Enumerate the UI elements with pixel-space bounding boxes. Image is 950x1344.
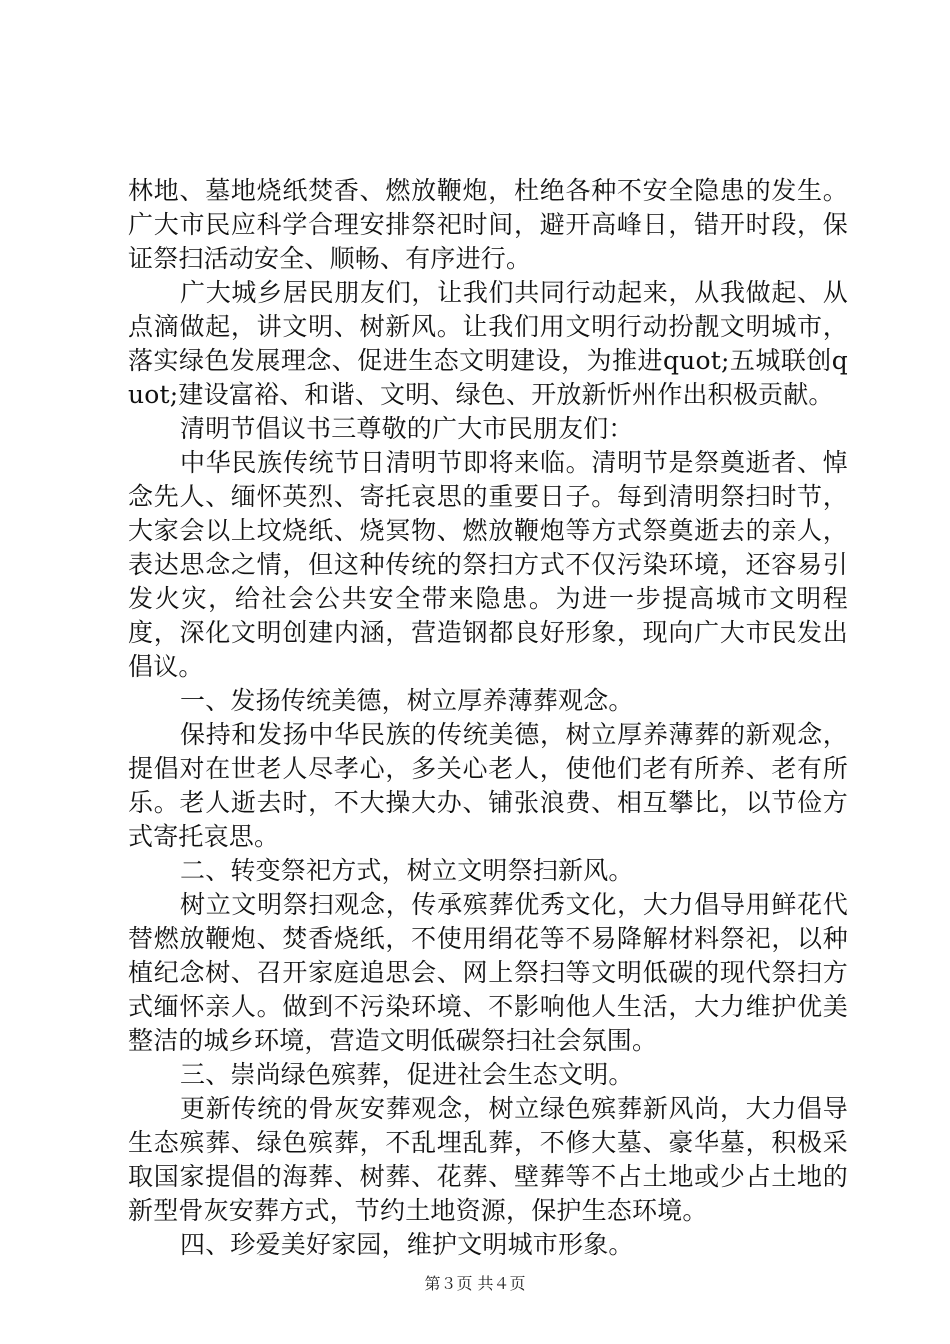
document-body [128, 174, 848, 1262]
page-number: 第３页 共４页 [424, 1274, 526, 1293]
paragraph: 林地、墓地烧纸焚香、燃放鞭炮，杜绝各种不安全隐患的发生。广大市民应科学合理安排祭祀时间，避开高峰日，错开时段，保证祭扫活动安全、顺畅、有序进行。 [128, 176, 848, 273]
paragraph: 广大城乡居民朋友们，让我们共同行动起来，从我做起、从点滴做起，讲文明、树新风。让我们用文明行动扮靓文明城市，落实绿色发展理念、促进生态文明建设，为推进quot;五城联创quot;建设富裕、和谐、文明、绿色、开放新忻州作出积极贡献。 [128, 278, 848, 409]
section-heading: 二、转变祭祀方式，树立文明祭扫新风。 [180, 856, 634, 885]
section-heading: 三、崇尚绿色殡葬，促进社会生态文明。 [180, 1060, 634, 1089]
section-heading: 四、珍爱美好家园，维护文明城市形象。 [180, 1230, 634, 1259]
page-footer [0, 1273, 950, 1295]
paragraph: 保持和发扬中华民族的传统美德，树立厚养薄葬的新观念，提倡对在世老人尽孝心，多关心老人，使他们老有所养、老有所乐。老人逝去时，不大操大办、铺张浪费、相互攀比，以节俭方式寄托哀思。 [128, 720, 848, 851]
paragraph-heading: 清明节倡议书三尊敬的广大市民朋友们： [180, 414, 634, 443]
paragraph: 更新传统的骨灰安葬观念，树立绿色殡葬新风尚，大力倡导生态殡葬、绿色殡葬，不乱埋乱葬，不修大墓、豪华墓，积极采取国家提倡的海葬、树葬、花葬、壁葬等不占土地或少占土地的新型骨灰安葬方式，节约土地资源，保护生态环境。 [128, 1094, 848, 1225]
paragraph: 中华民族传统节日清明节即将来临。清明节是祭奠逝者、悼念先人、缅怀英烈、寄托哀思的重要日子。每到清明祭扫时节，大家会以上坟烧纸、烧冥物、燃放鞭炮等方式祭奠逝去的亲人，表达思念之情，但这种传统的祭扫方式不仅污染环境，还容易引发火灾，给社会公共安全带来隐患。为进一步提高城市文明程度，深化文明创建内涵，营造钢都良好形象，现向广大市民发出倡议。 [128, 448, 848, 681]
section-heading: 一、发扬传统美德，树立厚养薄葬观念。 [180, 686, 634, 715]
paragraph: 树立文明祭扫观念，传承殡葬优秀文化，大力倡导用鲜花代替燃放鞭炮、焚香烧纸，不使用绢花等不易降解材料祭祀，以种植纪念树、召开家庭追思会、网上祭扫等文明低碳的现代祭扫方式缅怀亲人。做到不污染环境、不影响他人生活，大力维护优美整洁的城乡环境，营造文明低碳祭扫社会氛围。 [128, 890, 848, 1055]
